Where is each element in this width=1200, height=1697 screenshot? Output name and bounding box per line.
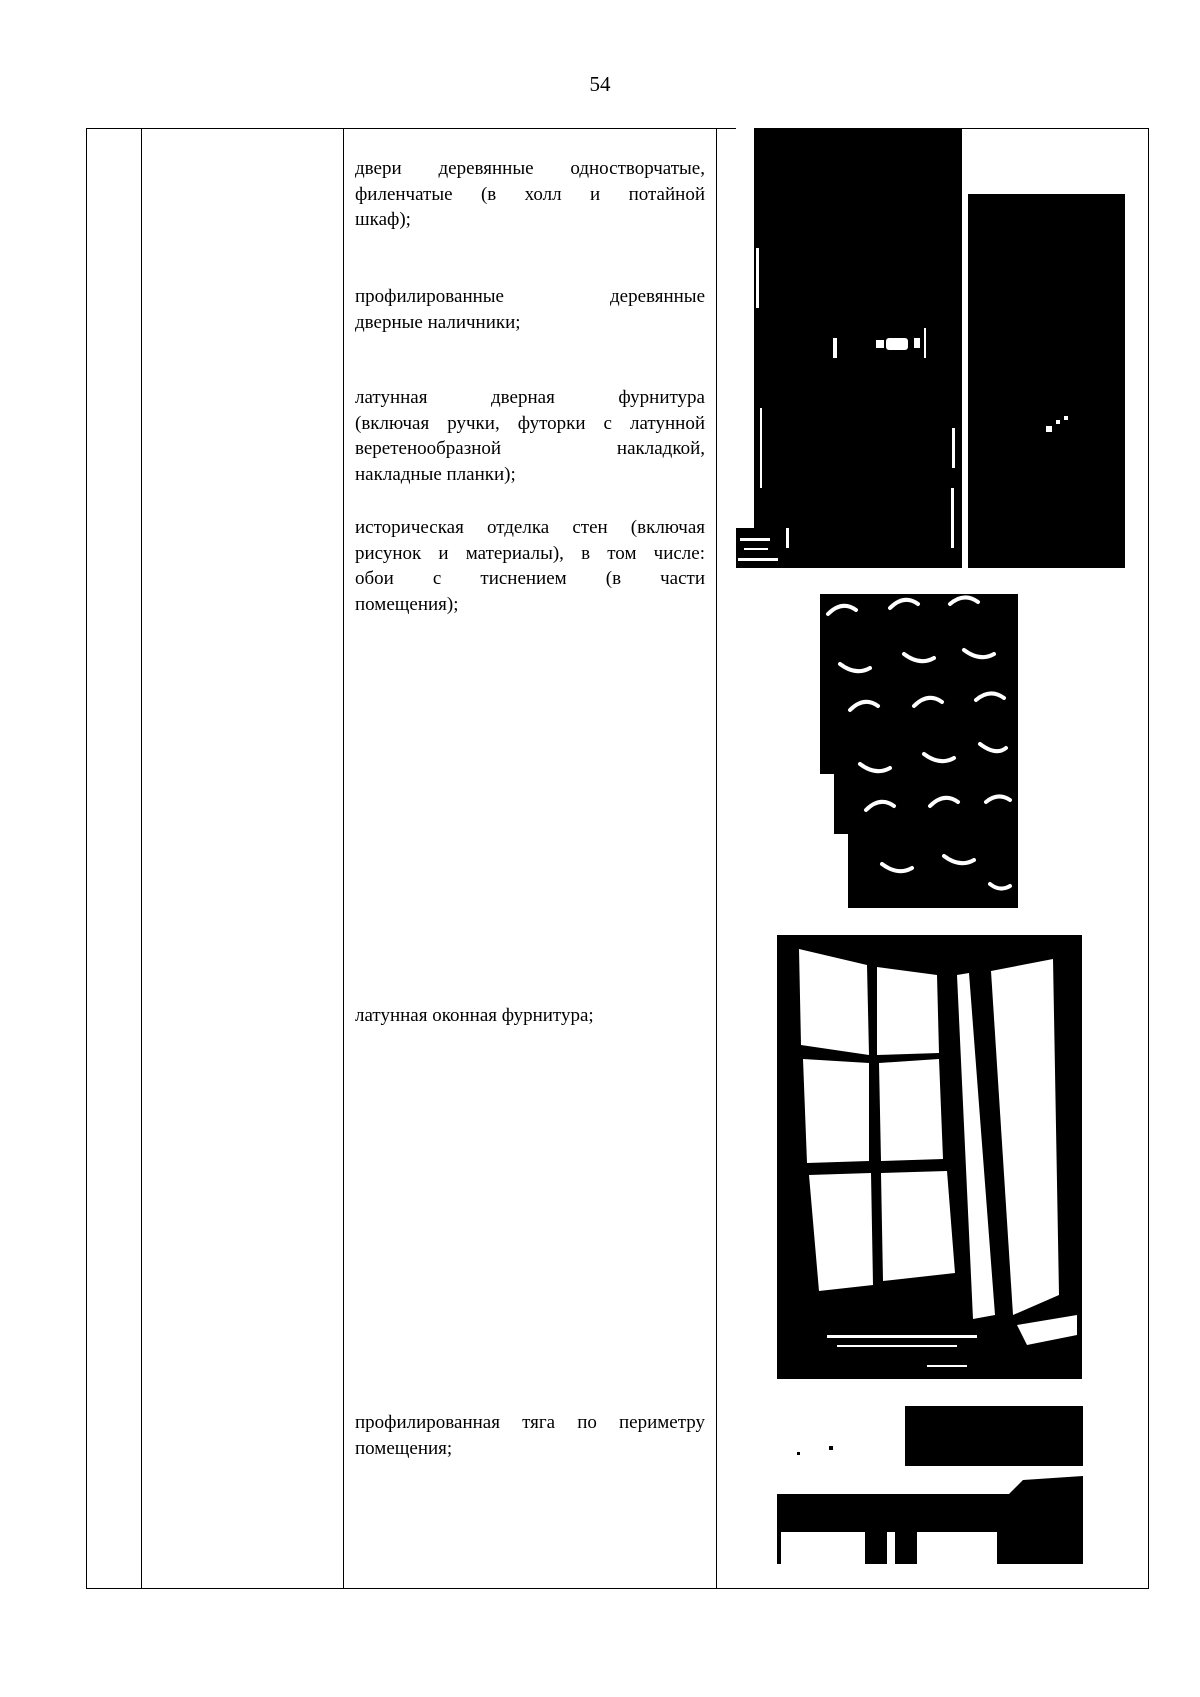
item-doors-line-2: филенчатые (в холл и потайной (355, 183, 705, 205)
item-molding-line-2: помещения; (355, 1437, 453, 1459)
item-wall-finish-line-2: рисунок и материалы), в том числе: (355, 542, 705, 564)
item-door-hardware-line-1: латунная дверная фурнитура (355, 387, 705, 408)
door-photo-left (736, 128, 962, 568)
item-wall-finish-line-3: обои с тиснением (в части (355, 568, 705, 589)
item-wall-finish-line-4: помещения); (355, 593, 459, 615)
page-number: 54 (589, 72, 611, 96)
item-door-casings-line-1: профилированные деревянные (355, 286, 705, 307)
item-door-hardware (355, 385, 705, 487)
window-photo (777, 935, 1082, 1379)
item-doors (355, 156, 705, 233)
item-door-hardware-line-4: накладные планки); (355, 463, 516, 485)
item-door-casings-line-2: дверные наличники; (355, 311, 521, 333)
item-molding-line-1: профилированная тяга по периметру (355, 1412, 705, 1433)
column-divider-1 (141, 128, 142, 1589)
item-window-hardware (355, 1003, 705, 1029)
item-wall-finish (355, 515, 705, 617)
item-doors-line-1: двери деревянные одностворчатые, (355, 158, 705, 179)
item-doors-line-3: шкаф); (355, 209, 411, 230)
item-wall-finish-line-1: историческая отделка стен (включая (355, 517, 705, 538)
door-photo-right (968, 194, 1125, 568)
item-door-hardware-line-3: веретенообразной накладкой, (355, 438, 705, 459)
item-molding (355, 1410, 705, 1461)
column-divider-3 (716, 128, 717, 1589)
item-window-hardware-line-1: латунная оконная фурнитура; (355, 1005, 594, 1026)
item-door-hardware-line-2: (включая ручки, футорки с латунной (355, 412, 705, 434)
column-divider-2 (343, 128, 344, 1589)
molding-photo (777, 1406, 1083, 1564)
item-door-casings (355, 284, 705, 335)
wallpaper-photo (820, 594, 1018, 908)
